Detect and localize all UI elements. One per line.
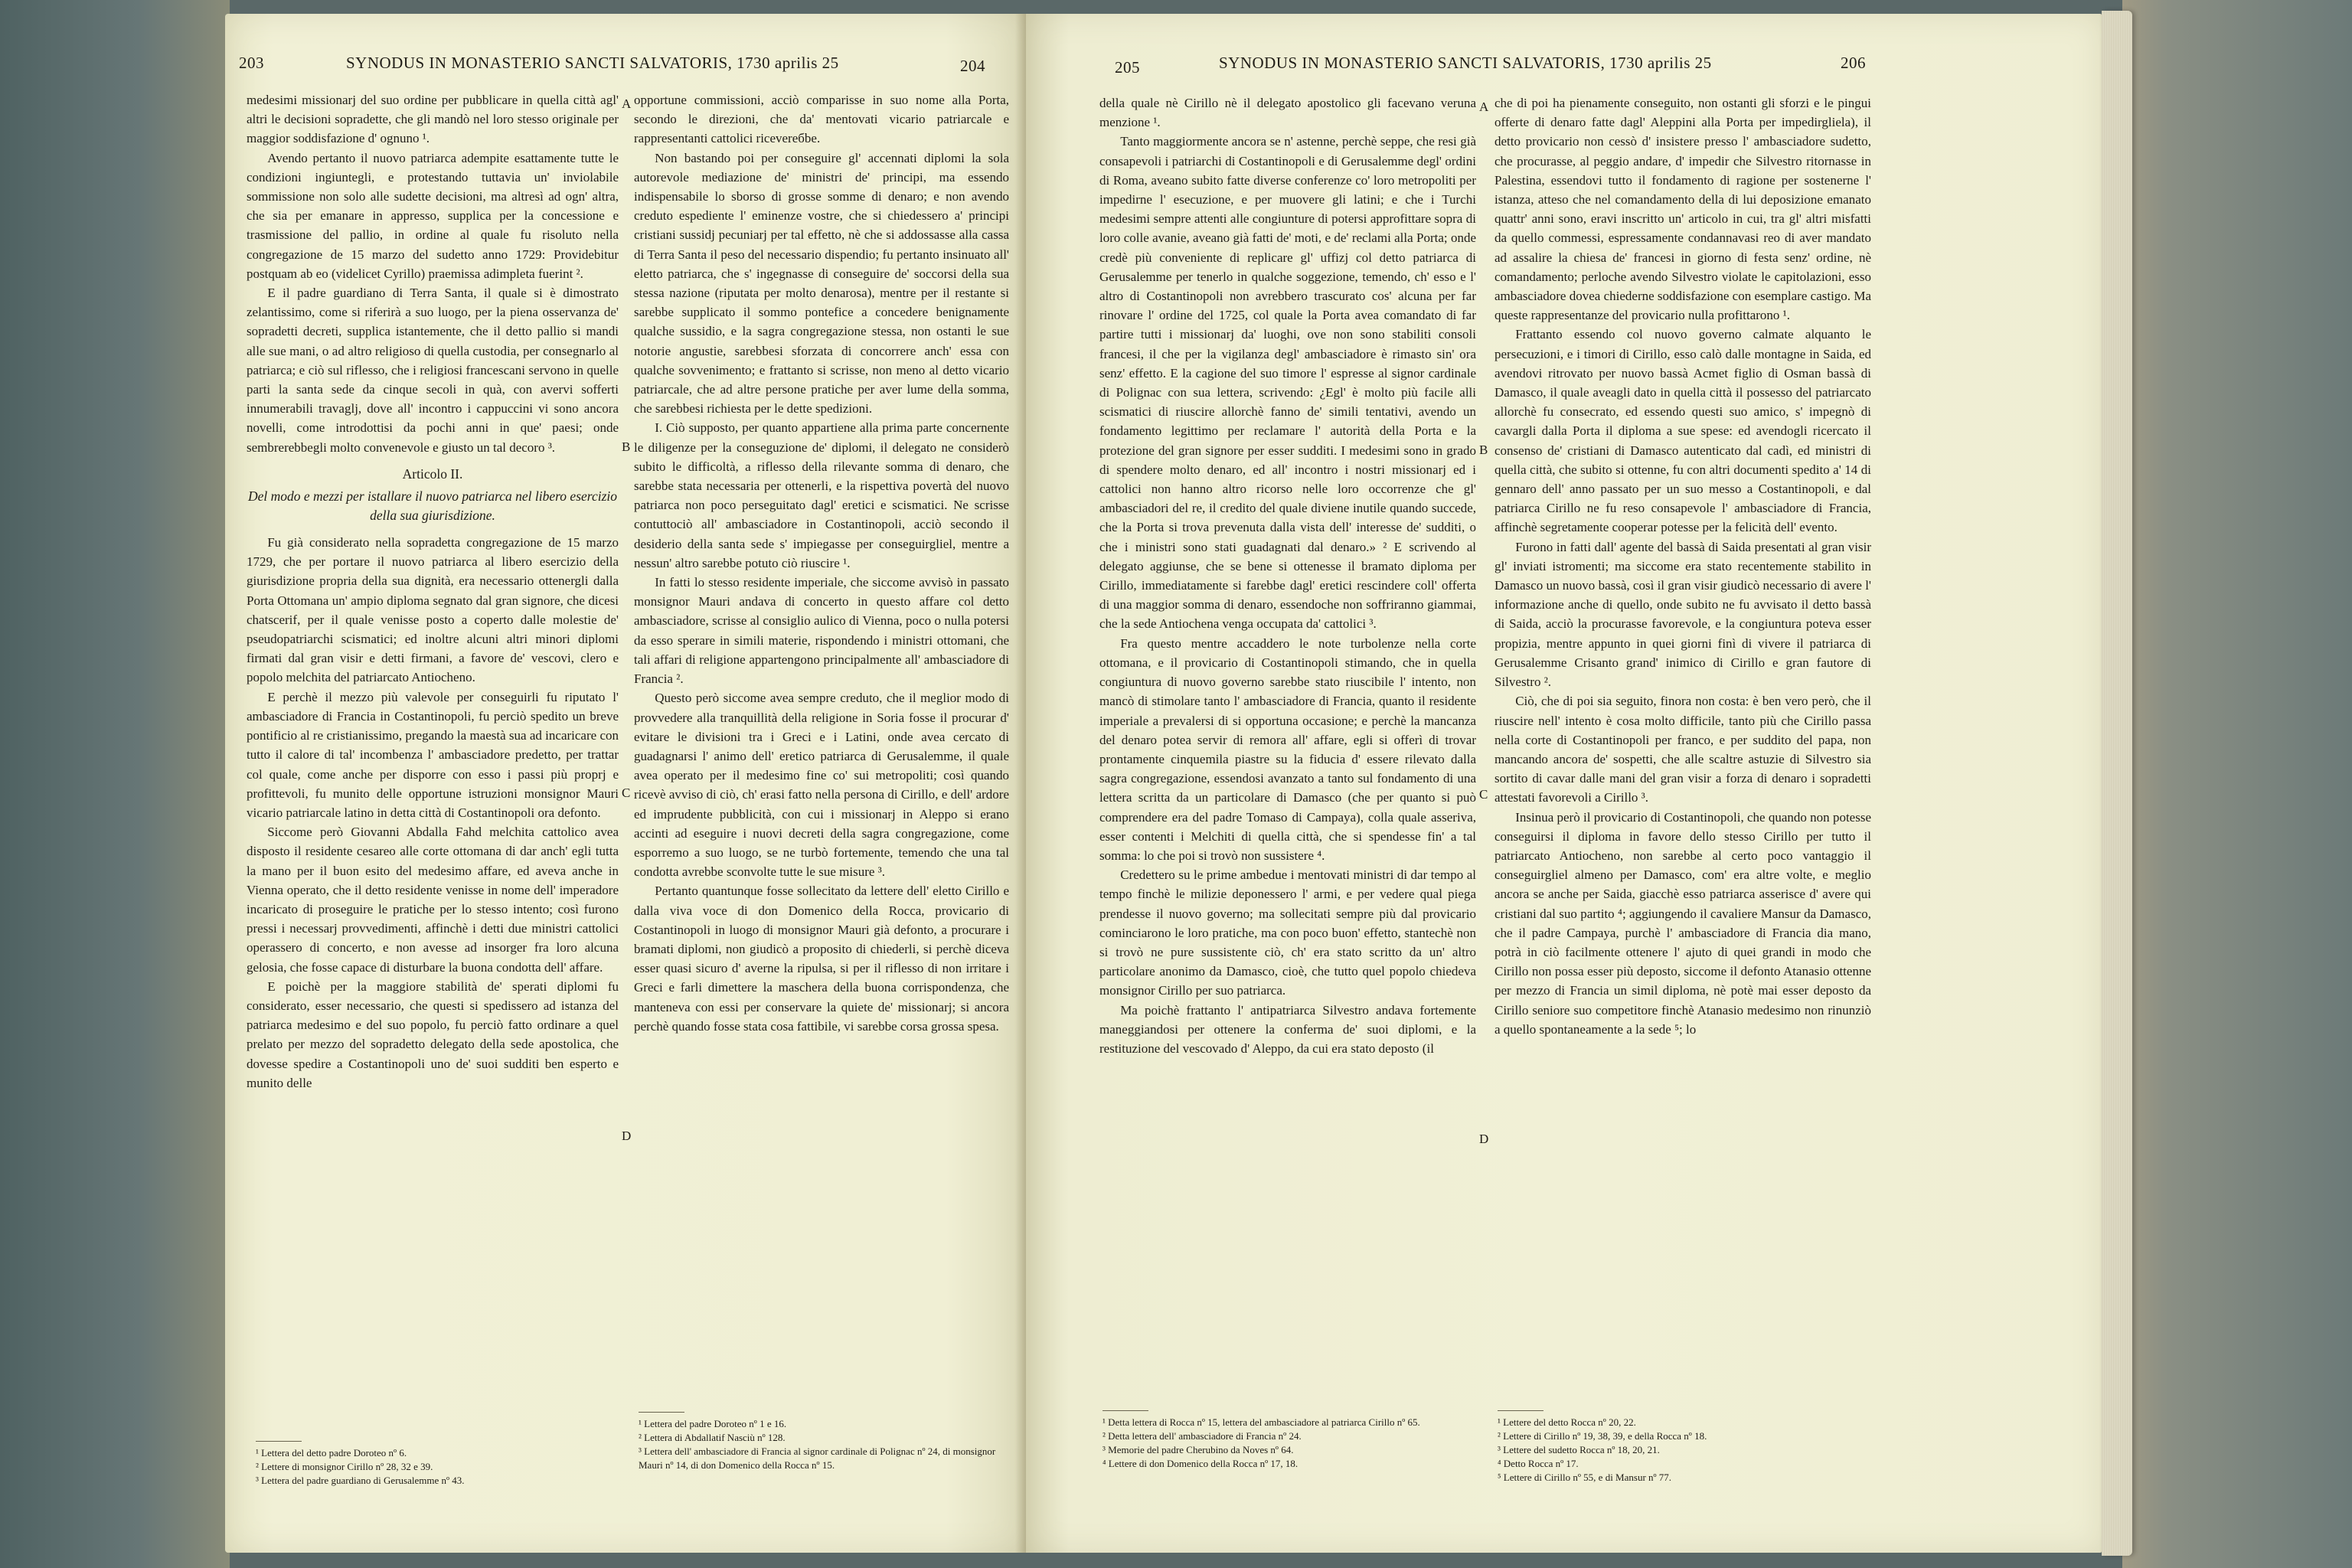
scan-background-left xyxy=(0,0,230,1568)
paragraph: E poichè per la maggiore stabilità de' sperati diplomi fu considerato, esser necessario, che questi si spedissero ad istanza del patriarca medesimo e del suo popolo, fu perciò fatto ordinare a quel prelato per mezzo del sopradetto delegato della sede apostolica, che dovesse spedire a Costantinopoli uno de' suoi sudditi ben esperto e munito delle xyxy=(247,978,619,1090)
paragraph: che di poi ha pienamente conseguito, non ostanti gli sforzi e le pingui offerte di denaro fatte dagl' Aleppini alla Porta per impedirgliela), il detto provicario non cessò d' insistere presso l' ambasciadore sudetto, che procurasse, al peggio andare, d' impedir che Silvestro ritornasse in Palestina, essendovi tutto il fondamento di ragione per sostenerne l' istanza, atteso che nel comandamento della di lui deposizione emanato quattr' anni sono, eravi inscritto un' articolo in cui, tra gl' altri misfatti da quello commessi, espressamente condannavasi reo di aver mandato ad assalire la chiesa de' francesi in giorno di festa senz' ordine, nè comandamento; perloche avendo Silvestro violate le capitolazioni, esso ambasciadore dovea chiederne soddisfazione con esemplare castigo. Ma queste rappresentanze del provicario nulla profittarono ¹. xyxy=(1494,96,1871,323)
footnote-rule xyxy=(256,1441,302,1442)
footnote: ² Detta lettera dell' ambasciadore di Francia nº 24. xyxy=(1102,1430,1302,1442)
footnote: ³ Lettera dell' ambasciadore di Francia al signor cardinale di Polignac nº 24, di monsignor Mauri nº 14, di don Domenico della Rocca nº 15. xyxy=(639,1446,996,1471)
running-title-right: SYNODUS IN MONASTERIO SANCTI SALVATORIS, 1730 aprilis 25 xyxy=(1219,54,1712,72)
footnote: ³ Lettera del padre guardiano di Gerusalemme nº 43. xyxy=(256,1475,465,1486)
paragraph: opportune commissioni, acciò comparisse in suo nome alla Porta, secondo le direzioni, che da' mentovati vicario patriarcale e rappresentanti cattolici ricevereбbe. xyxy=(634,93,1009,146)
footnote: ¹ Detta lettera di Rocca nº 15, lettera del ambasciadore al patriarca Cirillo nº 65. xyxy=(1102,1416,1420,1428)
footnote-rule xyxy=(1498,1410,1544,1411)
paragraph: Fu già considerato nella sopradetta congregazione de 15 marzo 1729, che per portare il nuovo patriarca al libero esercizio della giurisdizione propria della sua dignità, era necessario ottenergli dalla Porta Ottomana un' ampio diploma segnato dal gran signore, che dicesi chatscerif, per il quale venisse posto a coperto dalle molestie de' pseudopatriarchi scismatici; ed inoltre alcuni altri minori diplomi firmati dal gran visir e detti firmani, a favore de' vescovi, clero e popolo melchita del patriarcato Antiocheno. xyxy=(247,535,619,685)
running-title-left: SYNODUS IN MONASTERIO SANCTI SALVATORIS, 1730 aprilis 25 xyxy=(346,54,839,72)
footnotes-right-col-2 xyxy=(1498,1410,1865,1485)
footnote-rule xyxy=(1102,1410,1148,1411)
footnote: ¹ Lettera del padre Doroteo nº 1 e 16. xyxy=(639,1418,787,1429)
footnote: ¹ Lettera del detto padre Doroteo nº 6. xyxy=(256,1447,407,1459)
article-heading: Articolo II. xyxy=(402,466,463,482)
paragraph: In fatti lo stesso residente imperiale, che siccome avvisò in passato monsignor Mauri andava di concerto in questo affare col detto ambasciadore, scrisse al consiglio aulico di Vienna, poco o nulla potersi da esso sperare in simili materie, rispondendo i ministri ottomani, che tali affari di religione appartengono principalmente all' ambasciadore di Francia ². xyxy=(634,575,1009,687)
margin-marker-d: D xyxy=(1479,1132,1489,1146)
paragraph: I. Ciò supposto, per quanto appartiene alla prima parte concernente le diligenze per la conseguzione de' diplomi, il delegato ne considerò subito le difficoltà, a riflesso della rilevante somma di denaro, che sarebbe stata necessaria per ottenerli, e la rispettiva povertà del nuovo patriarca non poco perseguitato dagl' eretici e scismatici. Ne scrisse contuttociò all' ambasciadore in Costantinopoli, acciò secondo il desiderio della santa sede s' impiegasse per conseguirgliel, mentre a nessun' altro sarebbe potuto ciò riuscire ¹. xyxy=(634,420,1009,570)
left-page-column-2 xyxy=(634,90,1009,1036)
scan-background-right xyxy=(2122,0,2352,1568)
paragraph: Frattanto essendo col nuovo governo calmate alquanto le persecuzioni, e i timori di Cirillo, esso calò dalle montagne in Saida, ed avendovi ritrovato per nuovo bassà Acmet figlio di Osman bassà di Damasco, il quale aveagli dato in quella città il possesso del patriarcato allorchè fu consecrato, ed essendo questi suo amico, s' impegnò di cavargli dalla Porta il diploma a sue spese: ed avendogli ricercato il consenso de' cristiani di Damasco autenticato dal cadì, ed ministri di quella città, che subito si ottenne, fu con altri documenti spedito a' 14 di gennaro dell' anno passato per un suo messo a Costantinopoli, e dal patriarca Cirillo ne fu reso consapevole l' ambasciadore di Francia, affinchè segretamente cooperar potesse per la felicità dell' evento. xyxy=(1494,327,1871,535)
article-subtitle: Del modo e mezzi per istallare il nuovo patriarca nel libero esercizio della sua giurisdizione. xyxy=(248,488,617,524)
paragraph: Non bastando poi per conseguire gl' accennati diplomi la sola autorevole mediazione de' ministri de' principi, ma essendo indispensabile lo sborso di grosse somme di denaro; e non avendo creduto espediente l' eminenze vostre, che si chiedessero a' principi cristiani sussidj pecuniarj per tal effetto, nè che si addossasse alla cassa di Terra Santa il peso del necessario dispendio; fu pertanto insinuato all' eletto patriarca, che s' ingegnasse di conseguire de' soccorsi della sua stessa nazione (riputata per molto denarosa), mentre per il restante si sarebbe supplicato il sommo pontefice a concedere benignamente qualche sussidio, e la sagra congregazione stessa, non ostanti le sue notorie angustie, sarebbesi sforzata di concorrere anch' essa con qualche sovvenimento; e frattanto si scrisse, non meno al detto vicario patriarcale, che ad altre persone pratiche per aver lume della somma, che sarebbesi richiesta per le dette spedizioni. xyxy=(634,150,1009,416)
footnote: ⁵ Lettere di Cirillo nº 55, e di Mansur nº 77. xyxy=(1498,1472,1672,1483)
footnote: ³ Lettere del sudetto Rocca nº 18, 20, 21. xyxy=(1498,1444,1660,1455)
left-page-column-1 xyxy=(247,90,619,1093)
paragraph: Furono in fatti dall' agente del bassà di Saida presentati al gran visir gl' inviati istromenti; ma siccome era stato recentemente stabilito in Damasco un nuovo bassà, così il gran visir giudicò necessario di avere l' informazione anche di quello, onde subito ne fu avvisato il detto bassà di Saida, acciò la procurasse favorevole, e la congiuntura poteva esser propizia, mentre appunto in quei giorni finì di vivere il patriarca di Gerusalemme Crisanto grand' inimico di Cirillo e gran fautore di Silvestro ². xyxy=(1494,539,1871,690)
footnote: ⁴ Lettere di don Domenico della Rocca nº 17, 18. xyxy=(1102,1458,1298,1469)
paragraph: E perchè il mezzo più valevole per conseguirli fu riputato l' ambasciadore di Francia in Costantinopoli, fu perciò spedito un breve pontificio al re cristianissimo, pregando la maestà sua ad incaricare con tutto il calore di tal' incombenza l' ambasciadore predetto, per trattar col quale, come anche per disporre con esso i passi più proprj e profittevoli, fu munito delle opportune istruzioni monsignor Mauri vicario patriarcale latino in detta città di Costantinopoli ora defonto. xyxy=(247,689,619,820)
left-page-spread xyxy=(225,14,1026,1553)
book-page-edges xyxy=(2102,11,2132,1556)
footnote: ² Lettere di monsignor Cirillo nº 28, 32 e 39. xyxy=(256,1461,433,1472)
margin-marker-b: B xyxy=(622,439,631,454)
footnote-rule xyxy=(639,1412,684,1413)
paragraph: Avendo pertanto il nuovo patriarca adempite esattamente tutte le condizioni ingiuntegli, e protestando tuttavia un' inviolabile sommissione non solo alle sudette decisioni, ma altresì ad ogn' altra, che sia per emanare in appresso, supplica per la concessione e trasmissione del pallio, in ordine al quale fu risoluto nella congregazione de 15 marzo del sudetto anno 1729: Providebitur postquam ab eo (videlicet Cyrillo) praemissa adimpleta fuerint ². xyxy=(247,150,619,281)
footnote: ⁴ Detto Rocca nº 17. xyxy=(1498,1458,1579,1469)
paragraph: Siccome però Giovanni Abdalla Fahd melchita cattolico avea disposto il residente cesareo alle corte ottomana di dar anch' egli tutta la mano per il buon esito del medesimo affare, ed aveva anche in Vienna operato, che il detto residente venisse in nome dell' imperadore incaricato di proseguire le pratiche per lo stesso intento; così furono pressi i necessarj provvedimenti, affinchè i detti due ministri cattolici operassero di concerto, e non avesse ad insorger fra loro alcuna gelosia, che fosse capace di disturbare la buona condotta dell' affare. xyxy=(247,825,619,975)
right-page-spread xyxy=(1026,14,2102,1553)
margin-marker-a: A xyxy=(622,96,632,111)
page-number-204: 204 xyxy=(960,57,985,75)
margin-marker-c: C xyxy=(1479,787,1488,802)
paragraph: Questo però siccome avea sempre creduto, che il meglior modo di provvedere alla tranquillità della religione in Soria fosse il procurar d' evitare le divisioni tra i Greci e i Latini, onde avea cercato di guadagnarsi l' animo dell' eretico patriarca di Gerusalemme, il quale avea operato per il medesimo fine co' sui metropoliti; così quando ricevè avviso di ciò, ch' erasi fatto nella persona di Cirillo, e dell' ardore ed imprudente pubblicità, con cui i missionarj in Aleppo si erano accinti ad eseguire i nuovi decreti della sagra congregazione, come esporremo a suo luogo, se ne turbò fortemente, temendo che una tal condotta avrebbe sconvolte tutte le sue misure ³. xyxy=(634,691,1009,880)
footnote: ¹ Lettere del detto Rocca nº 20, 22. xyxy=(1498,1416,1636,1428)
page-number-205: 205 xyxy=(1115,58,1140,77)
right-page-column-2 xyxy=(1494,93,1871,1039)
page-number-203: 203 xyxy=(239,54,264,72)
page-number-206: 206 xyxy=(1841,54,1866,72)
margin-marker-a: A xyxy=(1479,100,1489,114)
paragraph: Ma poichè frattanto l' antipatriarca Silvestro andava fortemente maneggiandosi per ottenere la conferma de' suoi diplomi, e la restituzione del vescovado d' Aleppo, da cui era stato deposto (il xyxy=(1099,1002,1476,1056)
footnotes-left-col-2 xyxy=(639,1412,1006,1472)
paragraph: Fra questo mentre accaddero le note turbolenze nella corte ottomana, e il provicario di Costantinopoli stimando, che in quella congiuntura di nuovo governo sarebbe stato riuscibile l' intento, non mancò di stimolare tanto l' ambasciadore di Francia, quanto il residente imperiale a prevalersi di si opportuna occasione; e perchè la mancanza del denaro potea servir di remora all' affare, egli si offerì di trovar prontamente cinquemila piastre su la fiducia d' essere rilevato dalla sagra congregazione, essendosi avanzato a tanto sul fondamento di una lettera scritta da un particolare di Damasco (che per quanto si può comprendere era del padre Tomaso di Campaya), colla quale asseriva, esser contenti i Melchiti di quella città, che si spendesse fin' a tal somma: lo che poi si trovò non sussistere ⁴. xyxy=(1099,635,1476,863)
paragraph: medesimi missionarj del suo ordine per pubblicare in quella città agl' altri le decisioni sopradette, che gli mandò nel loro stesso originale per maggior soddisfazione d' ognuno ¹. xyxy=(247,93,619,146)
margin-marker-b: B xyxy=(1479,443,1488,457)
footnotes-left-col-1 xyxy=(256,1441,616,1488)
paragraph: Credettero su le prime ambedue i mentovati ministri di dar tempo al tempo finchè le milizie deponessero l' armi, e per vedere qual piega prendesse il nuovo governo; ma sollecitati sempre più dal provicario cominciarono le loro pratiche, ma con poco buon' effetto, stantechè non si trovò ne pure sussistente ciò, ch' era stato scritto da un' altro particolare anonimo da Damasco, cioè, che tutto quel popolo chiedeva monsignor Cirillo per suo patriarca. xyxy=(1099,867,1476,998)
footnotes-right-col-1 xyxy=(1102,1410,1470,1471)
paragraph: Pertanto quantunque fosse sollecitato da lettere dell' eletto Cirillo e dalla viva voce di don Domenico della Rocca, provicario di Costantinopoli in luogo di monsignor Mauri già defonto, a procurare i bramati diplomi, non giudicò a proposito di chiederli, si perchè diceva esser quasi sicuro d' averne la ripulsa, si per il riflesso di non irritare i Greci e farli dimettere la maschera della buona corrispondenza, che manteneva con essi per conservare la quiete de' missionarj; si ancora perchè quando fosse stata cosa fattibile, vi sarebbe corsa grossa spesa. xyxy=(634,884,1009,1034)
paragraph: della quale nè Cirillo nè il delegato apostolico gli facevano veruna menzione ¹. xyxy=(1099,96,1476,130)
margin-marker-c: C xyxy=(622,786,631,800)
footnote: ² Lettere di Cirillo nº 19, 38, 39, e della Rocca nº 18. xyxy=(1498,1430,1707,1442)
paragraph: E il padre guardiano di Terra Santa, il quale si è dimostrato zelantissimo, come si riferirà a suo luogo, per la piena osservanza de' sopradetti decreti, supplica istantemente, che il detto pallio si mandi alle sue mani, o ad altro religioso di quella custodia, per consegnarlo al patriarca; e ciò sul riflesso, che i religiosi francescani servono in quelle parti la santa sede da cinque secoli in quà, con avervi sofferti innumerabili travaglj, dove all' incontro i cappuccini vi sono ancora novelli, come introdottisi da pochi anni in que' paesi; onde sembrerebbegli molto convenevole e giusto un tal decoro ³. xyxy=(247,286,619,455)
right-page-column-1 xyxy=(1099,93,1476,1058)
margin-marker-d: D xyxy=(622,1129,632,1143)
paragraph: Insinua però il provicario di Costantinopoli, che quando non potesse conseguirsi il diploma in favore dello stesso Cirillo per tutto il patriarcato Antiocheno, non sarebbe al certo poco vantaggio il conseguirgliel almeno per Damasco, com' era altre volte, e meglio ancora se anche per Saida, giacchè esso patriarca asserisce d' avere qui cristiani dal suo partito ⁴; aggiungendo il cavaliere Mansur da Damasco, che il padre Campaya, purchè l' ambasciadore di Francia dia mano, potrà in ciò facilmente ottenere l' ajuto di quei grandi in modo che Cirillo non possa esser più deposto, siccome il defonto Atanasio ottenne per mezzo di Francia un simil diploma, nè potè mai esser deposto da Cirillo seniore suo competitore finchè Atanasio medesimo non rinunziò a quello spontaneamente a la sede ⁵; lo xyxy=(1494,809,1871,1037)
footnote: ² Lettera di Abdallatif Nasciù nº 128. xyxy=(639,1432,786,1443)
paragraph: Ciò, che di poi sia seguito, finora non costa: è ben vero però, che il riuscire nell' intento è cosa molto difficile, tanto più che Cirillo passa nella corte di Costantinopoli per franco, e per suddito del papa, non mancando ancora de' sospetti, che alle scaltre astuzie di Silvestro sia sortito di cavar dalle mani del gran visir a forza di denaro i sopradetti attestati favorevoli a Cirillo ³. xyxy=(1494,694,1871,805)
paragraph: Tanto maggiormente ancora se n' astenne, perchè seppe, che resi già consapevoli i patriarchi di Costantinopoli e di Gerusalemme degl' ordini di Roma, aveano subito fatte diverse conferenze co' loro metropoliti per impedirne l' esecuzione, e per muovere gli latini; e che i Turchi medesimi sempre attenti alle congiunture di potersi approfittare sopra di loro colle avanie, aveano già fatti de' moti, e de' reclami alla Porta; onde credè più conveniente di replicare gl' uffizj col detto patriarca di Gerusalemme per tenerlo in qualche soggezione, temendo, ch' esso e l' altro di Costantinopoli non avrebbero trascurato cos' alcuna per far rinovare l' ordine del 1725, col quale la Porta avea comandato di far partire tutti i missionarj da' luoghi, ove non sono stabiliti consoli francesi, il che per la vigilanza degl' ambasciadore è rimasto sin' ora senz' effetto. E la cagione del suo timore l' espresse al signor cardinale di Polignac con sua lettera, scrivendo: ¿Egl' è molto più facile alli scismatici di riuscire allorchè fanno de' simili tentativi, avendo un fondamento legittimo per reclamare l' autorità della Porta e la protezione del gran signore per esser sudditi. I medesimi sono in grado di spendere molto denaro, ed all' incontro i nostri missionarj ed i cattolici non hanno altro ricorso nelle loro occorrenze che gl' ambasciadori del re, il credito del quale diviene inutile quando succede, che la Porta si trova prevenuta dalla vista dell' interesse de' sudditi, o che i ministri sono stati guadagnati dal denaro.» ² E scrivendo al delegato aggiunse, che se bene si ottenesse il bramato diploma per Cirillo, immediatamente si farebbe dagl' eretici rescindere coll' offerta di una maggior somma di denaro, essendoche non soffriranno giammai, che la sede Antiochena venga occupata da' cattolici ³. xyxy=(1099,134,1476,632)
footnote: ³ Memorie del padre Cherubino da Noves nº 64. xyxy=(1102,1444,1294,1455)
